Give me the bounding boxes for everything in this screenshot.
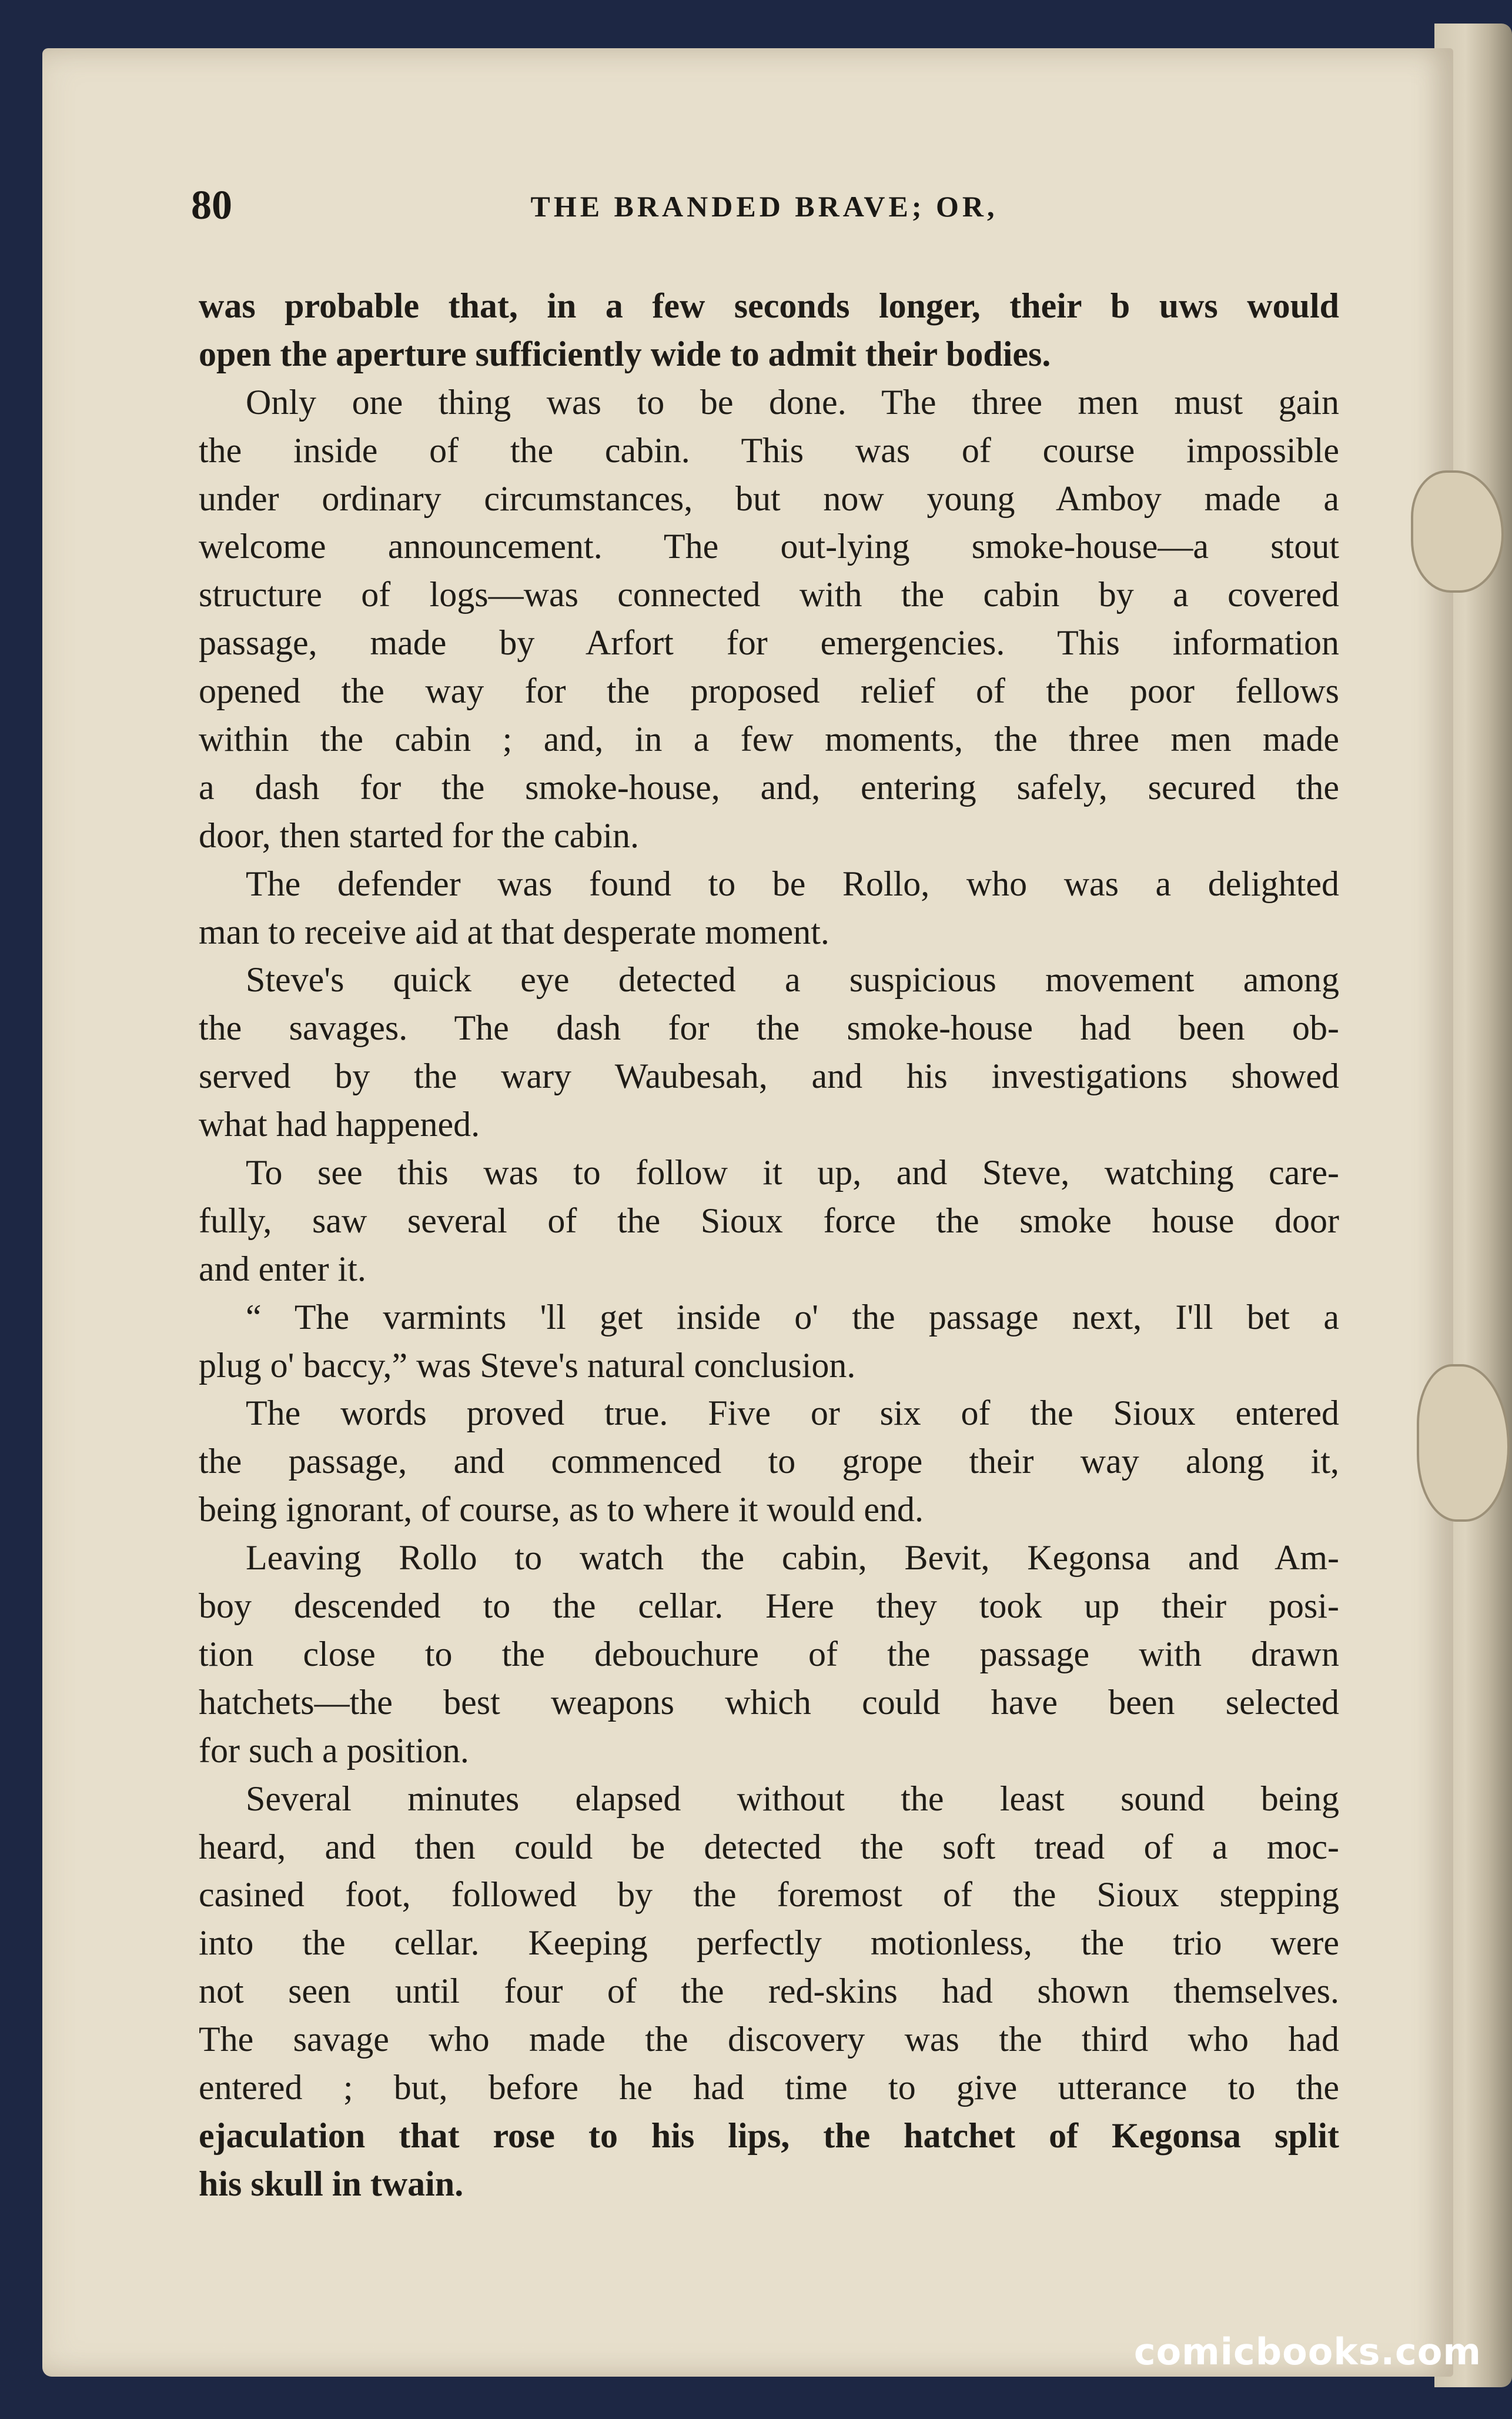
text-line: plug o' baccy,” was Steve's natural conclusion.: [199, 1345, 856, 1385]
text-line: into the cellar. Keeping perfectly motionless, the trio were: [199, 1923, 1339, 1963]
text-line: Several minutes elapsed without the least sound being: [246, 1779, 1339, 1818]
text-line: The defender was found to be Rollo, who was a delighted: [246, 864, 1339, 903]
text-line: what had happened.: [199, 1105, 480, 1144]
text-line: Leaving Rollo to watch the cabin, Bevit, Kegonsa and Am-: [246, 1538, 1339, 1578]
watermark: comicbooks.com: [1133, 2330, 1481, 2373]
text-line: boy descended to the cellar. Here they took up their posi-: [199, 1586, 1339, 1626]
text-line: Only one thing was to be done. The three men must gain: [246, 382, 1339, 422]
text-line: tion close to the debouchure of the passage with drawn: [199, 1634, 1339, 1673]
text-line: The savage who made the discovery was the third who had: [199, 2020, 1339, 2059]
text-line: ejaculation that rose to his lips, the hatchet of Kegonsa split: [199, 2116, 1339, 2155]
running-title: THE BRANDED BRAVE; OR,: [530, 190, 998, 223]
text-line: not seen until four of the red-skins had shown themselves.: [199, 1972, 1339, 2011]
text-line: the savages. The dash for the smoke-house had been ob-: [199, 1008, 1339, 1048]
page-number: 80: [191, 183, 232, 228]
text-line: To see this was to follow it up, and Steve, watching care-: [246, 1153, 1339, 1192]
text-line: fully, saw several of the Sioux force the smoke house door: [199, 1201, 1339, 1240]
text-line: structure of logs—was connected with the cabin by a covered: [199, 575, 1339, 614]
text-line: Steve's quick eye detected a suspicious movement among: [246, 960, 1339, 1000]
text-line: welcome announcement. The out-lying smoke-house—a stout: [199, 527, 1339, 566]
text-line: was probable that, in a few seconds longer, their b uws would: [199, 286, 1339, 325]
text-line: heard, and then could be detected the soft tread of a moc-: [199, 1827, 1339, 1866]
text-line: open the aperture sufficiently wide to admit their bodies.: [199, 334, 1051, 373]
body-text: [199, 282, 1339, 2208]
text-line: the inside of the cabin. This was of course impossible: [199, 430, 1339, 470]
text-line: a dash for the smoke-house, and, entering safely, secured the: [199, 767, 1339, 807]
text-line: opened the way for the proposed relief of the poor fellows: [199, 671, 1339, 711]
text-line: man to receive aid at that desperate moment.: [199, 912, 829, 951]
text-line: for such a position.: [199, 1730, 469, 1770]
text-line: served by the wary Waubesah, and his investigations showed: [199, 1057, 1339, 1096]
text-line: passage, made by Arfort for emergencies. This information: [199, 623, 1339, 663]
text-line: within the cabin ; and, in a few moments, the three men made: [199, 720, 1339, 759]
text-line: The words proved true. Five or six of the Sioux entered: [246, 1394, 1339, 1433]
text-line: being ignorant, of course, as to where it would end.: [199, 1490, 924, 1529]
text-line: “ The varmints 'll get inside o' the passage next, I'll bet a: [246, 1297, 1339, 1337]
text-line: hatchets—the best weapons which could have been selected: [199, 1682, 1339, 1722]
text-line: casined foot, followed by the foremost of the Sioux stepping: [199, 1875, 1339, 1915]
text-line: his skull in twain.: [199, 2164, 464, 2203]
text-line: under ordinary circumstances, but now young Amboy made a: [199, 479, 1339, 518]
text-line: entered ; but, before he had time to give utterance to the: [199, 2067, 1339, 2107]
text-line: and enter it.: [199, 1249, 366, 1288]
running-head: [191, 176, 1337, 235]
text-line: the passage, and commenced to grope their way along it,: [199, 1442, 1339, 1481]
text-line: door, then started for the cabin.: [199, 816, 640, 855]
